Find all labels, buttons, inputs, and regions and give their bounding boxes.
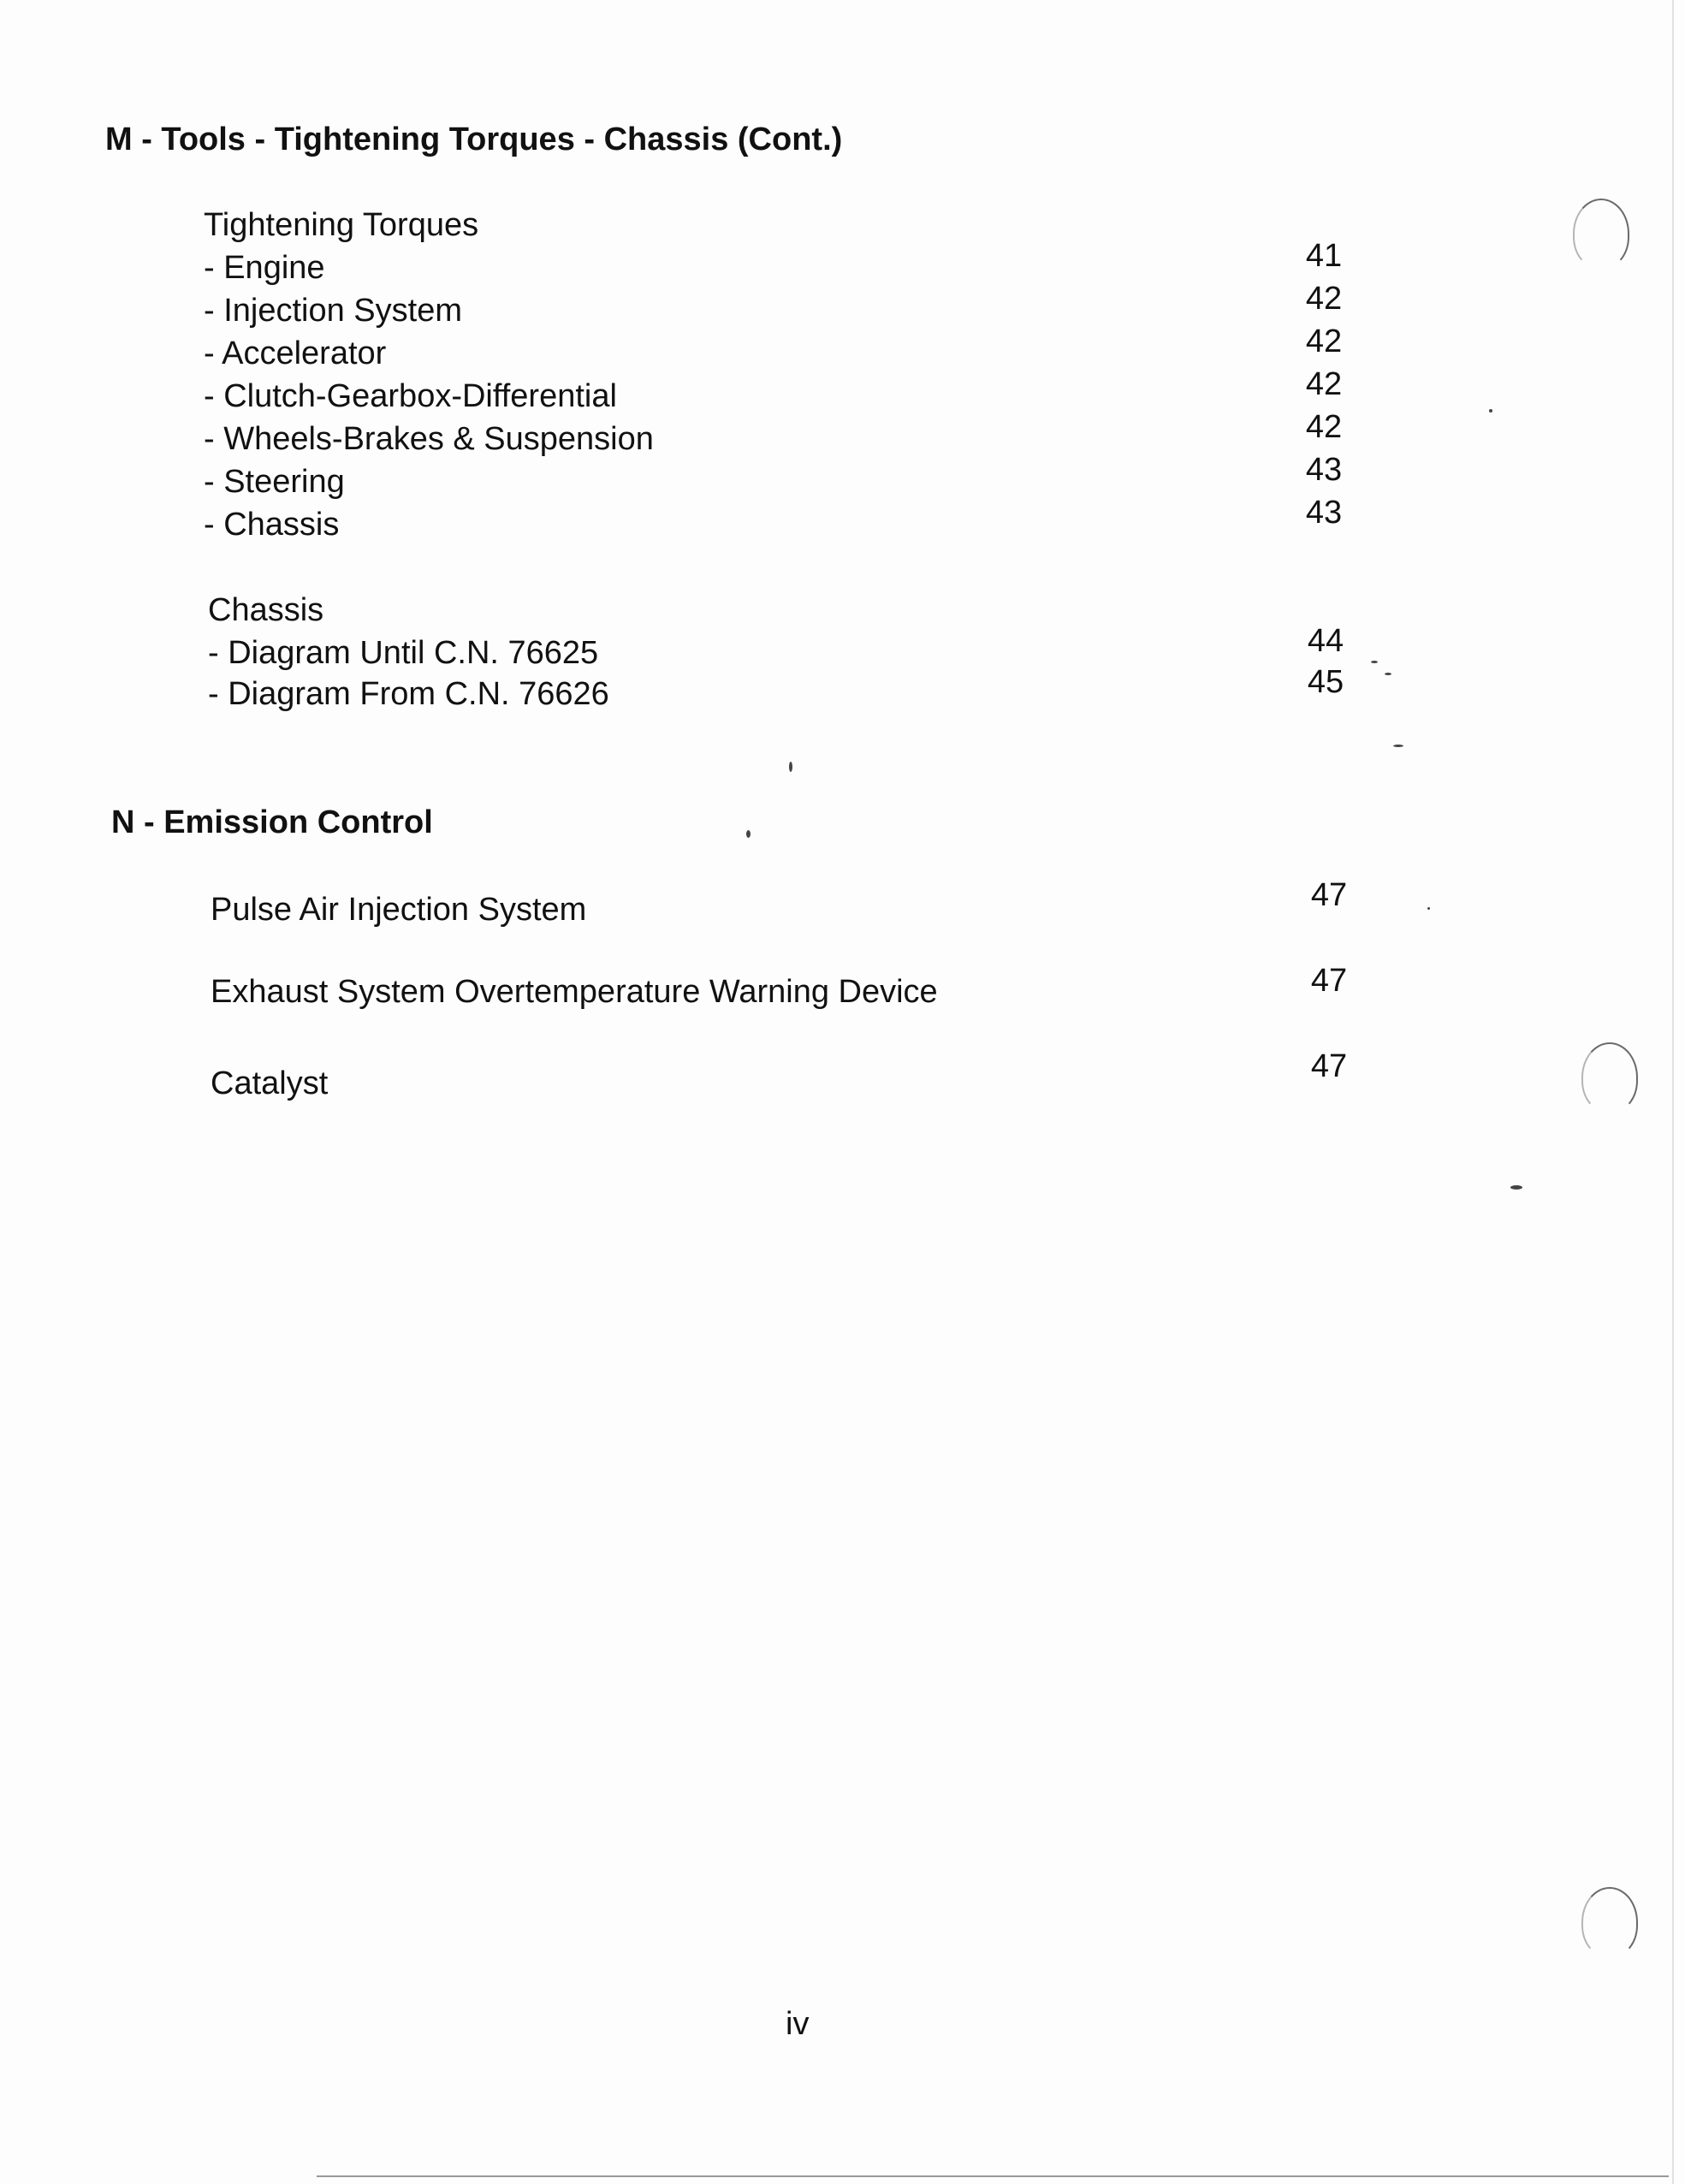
toc-entry: Exhaust System Overtemperature Warning Device: [211, 974, 938, 1010]
scan-speck: [746, 830, 751, 838]
section-heading-n: N - Emission Control: [111, 804, 433, 840]
toc-page-number: 42: [1305, 323, 1343, 359]
group-title-chassis: Chassis: [208, 592, 324, 628]
toc-entry: - Accelerator: [204, 335, 387, 371]
toc-page-number: 42: [1305, 281, 1343, 317]
toc-entry: - Injection System: [204, 293, 462, 329]
toc-page-number: 47: [1310, 963, 1348, 999]
toc-page-number: 47: [1310, 1048, 1348, 1084]
binder-hole-icon: [1573, 199, 1629, 269]
binder-hole-icon: [1581, 1042, 1638, 1113]
scan-speck: [1371, 661, 1378, 663]
scan-speck: [1427, 907, 1430, 910]
toc-entry: - Steering: [204, 464, 345, 500]
scan-speck: [1385, 673, 1391, 675]
group-title-tightening-torques: Tightening Torques: [204, 207, 479, 243]
toc-page-number: 43: [1305, 452, 1343, 488]
toc-entry: - Diagram From C.N. 76626: [208, 676, 609, 712]
toc-entry: - Wheels-Brakes & Suspension: [204, 421, 654, 457]
page-edge: [1672, 0, 1674, 2184]
toc-entry: - Engine: [204, 250, 325, 286]
binder-hole-icon: [1581, 1887, 1638, 1957]
scan-speck: [1393, 745, 1403, 747]
toc-entry: Pulse Air Injection System: [211, 892, 587, 928]
toc-entry: - Diagram Until C.N. 76625: [208, 635, 599, 671]
toc-page-number: 42: [1305, 409, 1343, 445]
scan-speck: [789, 762, 792, 772]
toc-entry: - Clutch-Gearbox-Differential: [204, 378, 617, 414]
toc-page-number: 44: [1307, 623, 1344, 659]
scan-speck: [1489, 409, 1492, 412]
toc-page-number: 45: [1307, 664, 1344, 700]
toc-page-number: 42: [1305, 366, 1343, 402]
section-heading-m: M - Tools - Tightening Torques - Chassis (Cont.): [105, 122, 843, 157]
toc-page-number: 47: [1310, 877, 1348, 913]
toc-page-number: 41: [1305, 238, 1343, 274]
footer-page-number: iv: [786, 2006, 810, 2042]
toc-page-number: 43: [1305, 495, 1343, 531]
page-bottom-edge: [317, 2175, 1669, 2177]
toc-entry: - Chassis: [204, 507, 340, 543]
toc-entry: Catalyst: [211, 1065, 329, 1101]
scan-speck: [1510, 1185, 1522, 1190]
